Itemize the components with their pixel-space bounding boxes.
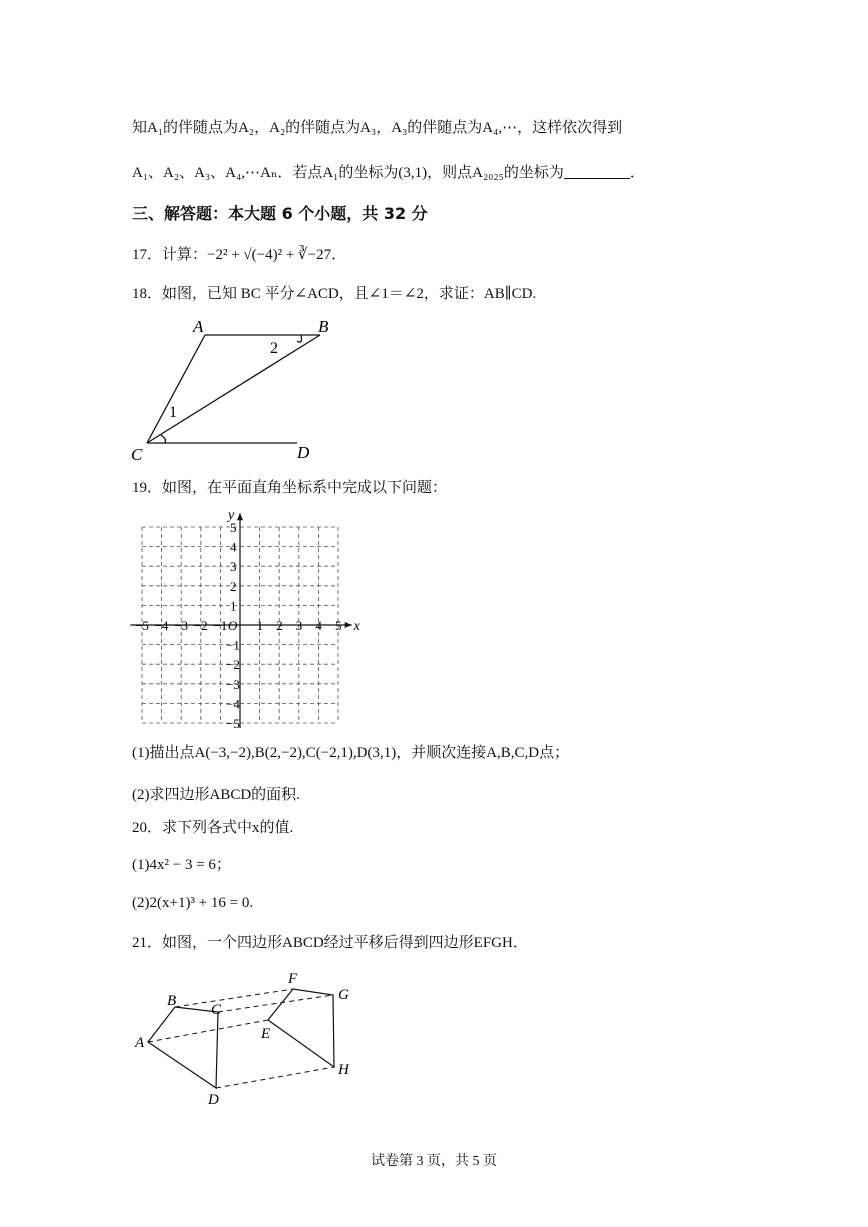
q21-figure xyxy=(128,965,363,1110)
answer-blank[interactable] xyxy=(564,164,630,179)
label-F: F xyxy=(288,971,298,987)
label-C: C xyxy=(131,445,143,464)
question-17: 17．计算：−2² + √(−4)² + ∛−27． xyxy=(132,247,347,263)
label-H: H xyxy=(338,1062,349,1078)
y-tick-label: 2 xyxy=(230,578,237,594)
x-tick-label: 2 xyxy=(276,618,283,633)
x-tick-label: 4 xyxy=(315,618,322,633)
continued-text-line-2: A₁、A₂、A₃、A₄,⋯Aₙ．若点A₁的坐标为(3,1)，则点A₂₀₂₅的坐标为 ． xyxy=(132,165,645,181)
y-axis-arrow xyxy=(237,513,243,520)
question-20-part-1: (1)4x² − 3 = 6； xyxy=(132,857,231,873)
x-axis-label: x xyxy=(353,619,360,634)
label-E: E xyxy=(261,1026,271,1042)
angle-2-label: 2 xyxy=(270,340,278,357)
y-tick-label: 5 xyxy=(230,520,237,535)
question-19-part-2: (2)求四边形ABCD的面积. xyxy=(132,787,300,803)
label-B: B xyxy=(167,993,177,1009)
y-tick-label: −2 xyxy=(226,657,240,673)
x-tick-label: −4 xyxy=(154,618,169,633)
x-tick-label: −3 xyxy=(174,618,189,633)
q18-figure xyxy=(125,315,335,465)
page-footer: 试卷第 3 页，共 5 页 xyxy=(371,1154,497,1169)
x-tick-label: 1 xyxy=(256,618,264,633)
question-19-part-1: (1)描出点A(−3,−2),B(2,−2),C(−2,1),D(3,1)，并顺次连接A,B,C,D点； xyxy=(132,745,570,761)
x-tick-label: −5 xyxy=(135,618,149,633)
label-D: D xyxy=(297,443,310,462)
y-tick-label: 1 xyxy=(230,598,237,614)
x-tick-label: −1 xyxy=(213,618,228,633)
x-tick-label: 5 xyxy=(335,618,342,633)
y-tick-label: −4 xyxy=(226,696,240,712)
y-tick-label: 3 xyxy=(230,559,237,575)
x-tick-label: −2 xyxy=(193,618,208,633)
label-G: G xyxy=(338,987,349,1003)
y-tick-label: −1 xyxy=(226,637,240,653)
question-21: 21．如图，一个四边形ABCD经过平移后得到四边形EFGH． xyxy=(132,935,528,951)
origin-label: O xyxy=(228,618,238,633)
label-B: B xyxy=(318,317,329,336)
question-19: 19．如图，在平面直角坐标系中完成以下问题： xyxy=(132,480,448,496)
label-C: C xyxy=(211,1002,222,1018)
continued-text-line-1: 知A₁的伴随点为A₂，A₂的伴随点为A₃，A₃的伴随点为A₄,⋯，这样依次得到 xyxy=(132,120,623,136)
y-tick-label: 4 xyxy=(230,539,237,555)
angle-1-label: 1 xyxy=(169,404,177,421)
y-tick-label: −5 xyxy=(226,716,240,728)
question-20: 20．求下列各式中x的值. xyxy=(132,820,294,836)
coordinate-grid xyxy=(128,508,363,728)
section-3-heading: 三、解答题：本大题 6 个小题，共 32 分 xyxy=(132,204,428,223)
x-tick-label: 3 xyxy=(295,618,303,633)
question-18: 18．如图，已知 BC 平分∠ACD，且∠1＝∠2，求证：AB∥CD. xyxy=(132,286,537,302)
question-20-part-2: (2)2(x+1)³ + 16 = 0. xyxy=(132,895,254,911)
y-tick-label: −3 xyxy=(226,676,240,692)
x-axis-arrow xyxy=(345,622,352,628)
label-A: A xyxy=(135,1035,145,1051)
label-D: D xyxy=(208,1092,219,1108)
label-A: A xyxy=(193,317,204,336)
y-axis-label: y xyxy=(228,508,235,524)
